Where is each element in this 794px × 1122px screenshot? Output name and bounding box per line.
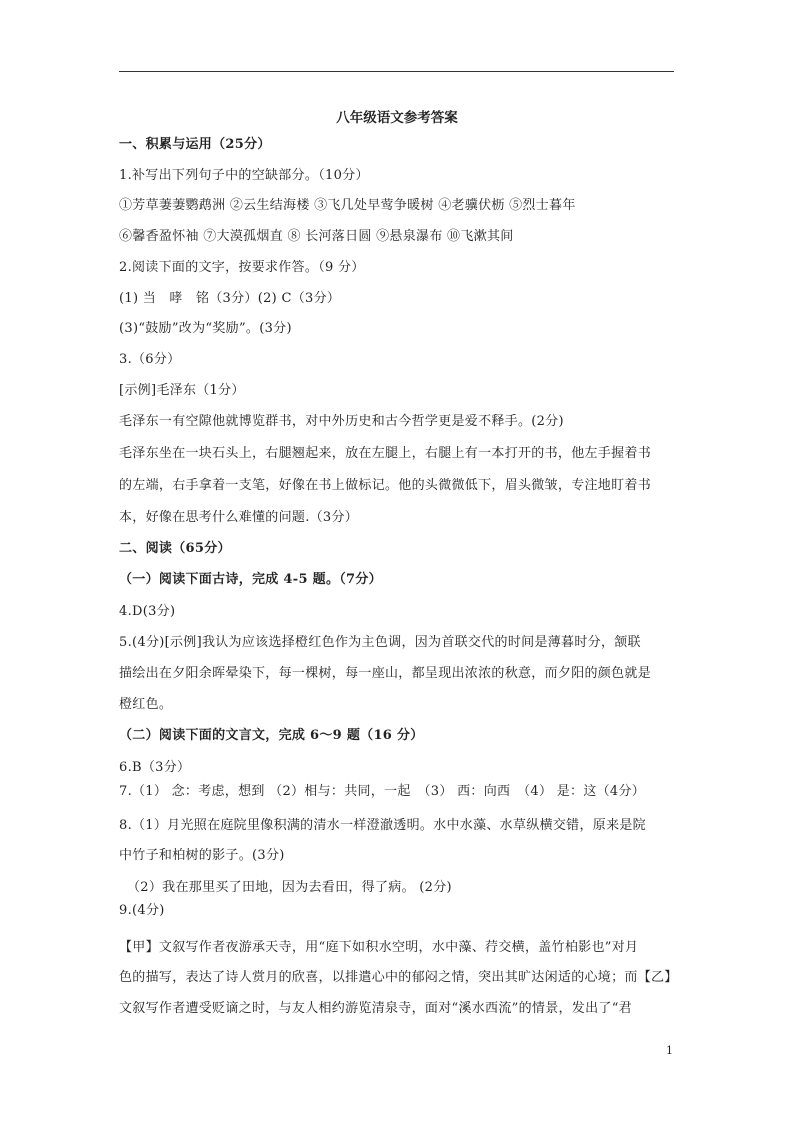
answer-line: 橙红色。 bbox=[119, 697, 173, 712]
answer-line: 毛泽东坐在一块石头上，右腿翘起来，放在左腿上，右腿上有一本打开的书，他左手握着书 bbox=[119, 446, 652, 461]
question-line: 9.(4分) bbox=[119, 903, 165, 918]
answer-line: 本，好像在思考什么难懂的问题.（3分） bbox=[119, 510, 359, 525]
answer-line: 7.（1） 念：考虑，想到 （2）相与：共同，一起 （3） 西：向西 （4） 是：这（4分） bbox=[119, 784, 646, 799]
answer-line: 文叙写作者遭受贬谪之时，与友人相约游览清泉寺，面对“溪水西流”的情景，发出了“君 bbox=[119, 1001, 632, 1016]
section-heading: 一、积累与运用（25分） bbox=[119, 137, 271, 152]
answer-line: ⑥馨香盈怀袖 ⑦大漠孤烟直 ⑧ 长河落日圆 ⑨悬泉瀑布 ⑩飞漱其间 bbox=[119, 229, 514, 244]
page-title: 八年级语文参考答案 bbox=[336, 110, 458, 126]
answer-line: 的左端，右手拿着一支笔，好像在书上做标记。他的头微微低下，眉头微皱，专注地盯着书 bbox=[119, 478, 652, 493]
question-line: 3.（6分） bbox=[119, 352, 181, 367]
answer-line: 4.D(3分) bbox=[119, 604, 176, 619]
answer-line: 5.(4分)[示例]我认为应该选择橙红色作为主色调，因为首联交代的时间是薄暮时分，颔联 bbox=[119, 635, 641, 650]
header-rule bbox=[119, 71, 674, 72]
question-line: 2.阅读下面的文字，按要求作答。（9 分） bbox=[119, 260, 365, 275]
answer-line: 中竹子和柏树的影子。(3分) bbox=[119, 848, 285, 863]
answer-line: 描绘出在夕阳余晖晕染下，每一棵树，每一座山，都呈现出浓浓的秋意，而夕阳的颜色就是 bbox=[119, 666, 652, 681]
answer-line: 色的描写，表达了诗人赏月的欣喜，以排遣心中的郁闷之情，突出其旷达闲适的心境；而【乙】 bbox=[119, 970, 678, 985]
answer-line: ①芳草萋萋鹦鹉洲 ②云生结海楼 ③飞几处早莺争暖树 ④老骥伏枥 ⑤烈士暮年 bbox=[119, 198, 576, 213]
page-number: 1 bbox=[666, 1044, 673, 1057]
answer-line: （2）我在那里买了田地，因为去看田，得了病。 (2分) bbox=[127, 880, 452, 895]
subsection-heading: （一）阅读下面古诗，完成 4-5 题。（7分） bbox=[119, 572, 382, 587]
answer-line: 【甲】文叙写作者夜游承天寺，用“庭下如积水空明，水中藻、荇交横，盖竹柏影也”对月 bbox=[119, 940, 639, 955]
answer-line: 毛泽东一有空隙他就博览群书，对中外历史和古今哲学更是爱不释手。(2分) bbox=[119, 414, 564, 429]
answer-line: 6.B（3分） bbox=[119, 760, 191, 775]
answer-line: [示例]毛泽东（1分） bbox=[119, 383, 245, 398]
answer-line: 8.（1）月光照在庭院里像积满的清水一样澄澈透明。水中水藻、水草纵横交错，原来是院 bbox=[119, 818, 646, 833]
answer-line: (1) 当 哮 铭（3分）(2) C（3分） bbox=[119, 291, 341, 306]
question-line: 1.补写出下列句子中的空缺部分。（10分） bbox=[119, 168, 369, 183]
answer-line: (3)“鼓励”改为“奖励”。(3分) bbox=[119, 321, 292, 336]
section-heading: 二、阅读（65分） bbox=[119, 541, 231, 556]
subsection-heading: （二）阅读下面的文言文，完成 6～9 题（16 分） bbox=[119, 728, 424, 743]
